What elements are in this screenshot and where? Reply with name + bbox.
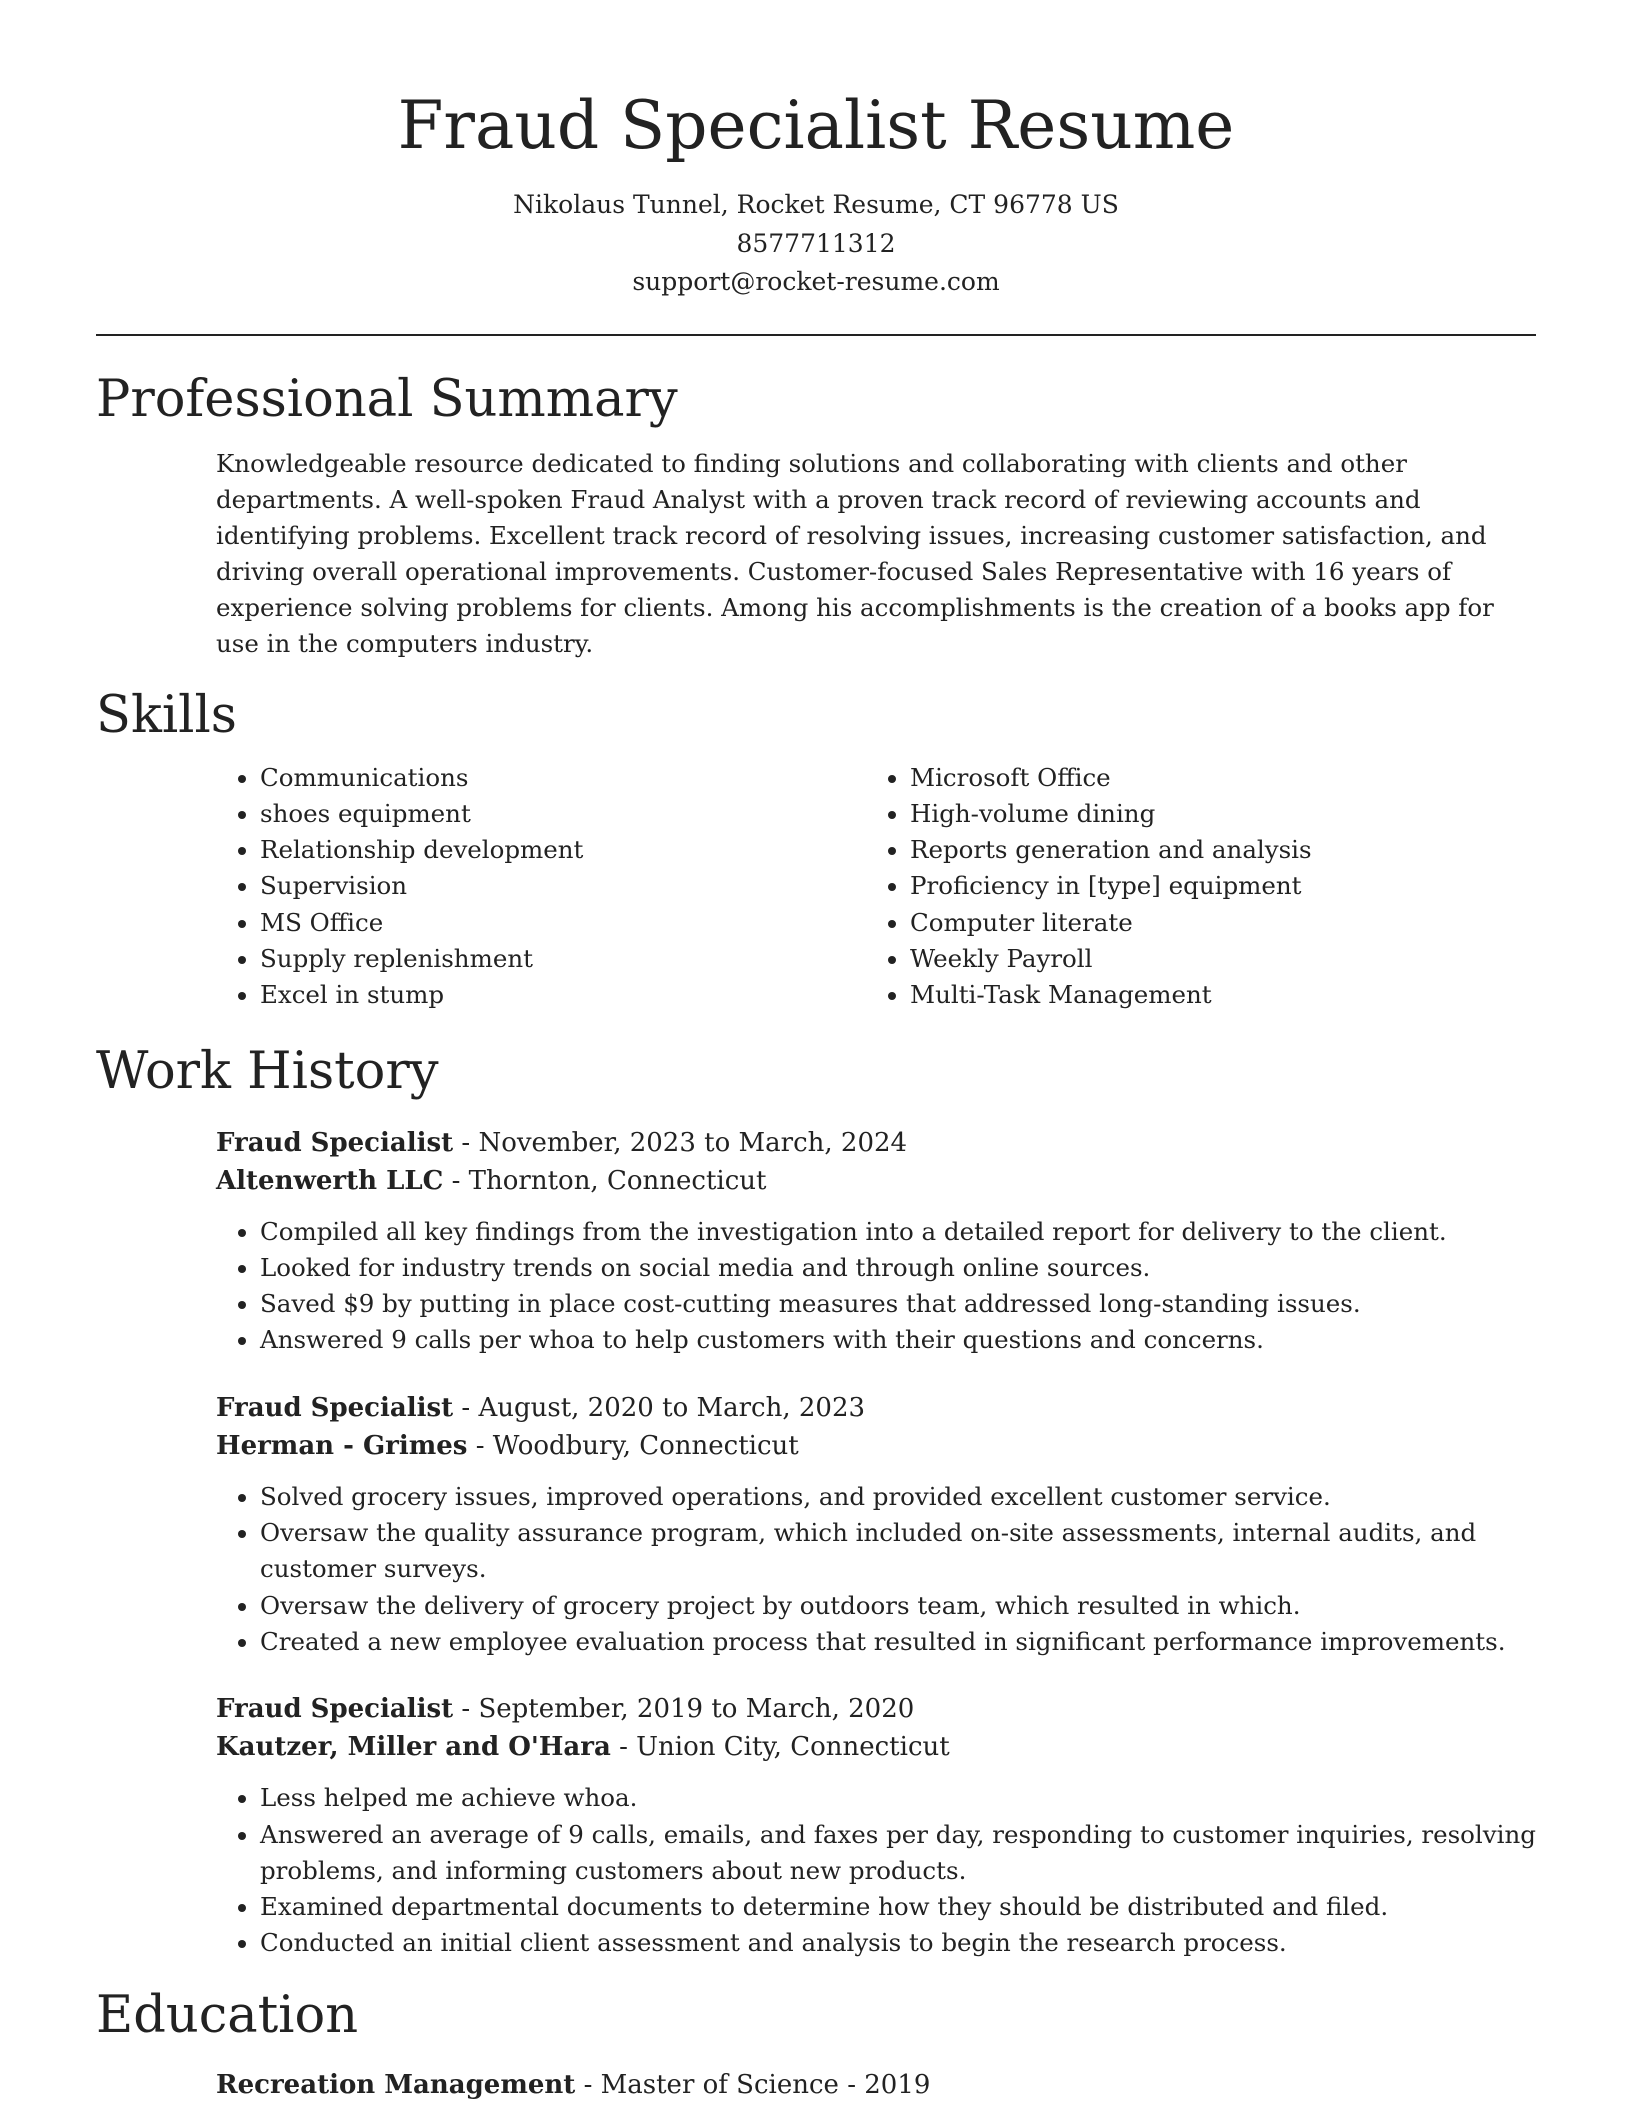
job-bullets: [216, 1479, 1536, 1660]
header-divider: [96, 334, 1536, 336]
contact-phone: 8577711312: [736, 228, 896, 258]
job-title: Fraud Specialist: [216, 1694, 454, 1725]
education-field: Recreation Management: [216, 2069, 576, 2100]
job-title-line: [216, 1690, 1536, 1728]
job-entry: [216, 1690, 1536, 1961]
contact-address: Nikolaus Tunnel, Rocket Resume, CT 96778 US: [513, 190, 1119, 219]
job-bullet: • Examined departmental documents to determine how they should be distributed and filed.: [260, 1889, 1536, 1925]
job-bullet: • Solved grocery issues, improved operations, and provided excellent customer service.: [260, 1479, 1536, 1515]
job-bullet: • Looked for industry trends on social media and through online sources.: [260, 1250, 1536, 1286]
skill-item: • Relationship development: [260, 832, 746, 868]
skill-item: • Computer literate: [910, 905, 1536, 941]
skill-item: • Proficiency in [type] equipment: [910, 868, 1536, 904]
skill-item: • MS Office: [260, 905, 746, 941]
resume-title: Fraud Specialist Resume: [397, 87, 1235, 164]
skills-column-right: [746, 760, 1536, 1014]
job-entry: [216, 1124, 1536, 1359]
job-location: - Union City, Connecticut: [610, 1732, 950, 1763]
job-bullet: • Answered an average of 9 calls, emails, and faxes per day, responding to customer inquiries, resolving problems, and informing customers about new products.: [260, 1817, 1536, 1890]
job-company: Kautzer, Miller and O'Hara: [216, 1732, 611, 1763]
job-bullet: • Oversaw the quality assurance program, which included on-site assessments, internal audits, and customer surveys.: [260, 1515, 1536, 1588]
job-location: - Woodbury, Connecticut: [467, 1430, 799, 1461]
job-title-line: [216, 1389, 1536, 1427]
contact-block: [96, 186, 1536, 302]
job-bullet: • Answered 9 calls per whoa to help customers with their questions and concerns.: [260, 1322, 1536, 1358]
job-dates: - November, 2023 to March, 2024: [453, 1127, 908, 1158]
job-bullet: • Compiled all key findings from the investigation into a detailed report for delivery to the client.: [260, 1214, 1536, 1250]
education-degree: - Master of Science - 2019: [575, 2069, 931, 2100]
skill-item: • Multi-Task Management: [910, 977, 1536, 1013]
job-bullet: • Saved $9 by putting in place cost-cutting measures that addressed long-standing issues.: [260, 1286, 1536, 1322]
job-title: Fraud Specialist: [216, 1392, 454, 1423]
job-company: Herman - Grimes: [216, 1430, 468, 1461]
job-dates: - September, 2019 to March, 2020: [453, 1694, 915, 1725]
skills-column-left: [96, 760, 746, 1014]
skill-item: • Excel in stump: [260, 977, 746, 1013]
job-title-line: [216, 1124, 1536, 1162]
skill-item: • Supply replenishment: [260, 941, 746, 977]
job-company-line: [216, 1427, 1536, 1465]
job-bullet: • Conducted an initial client assessment and analysis to begin the research process.: [260, 1925, 1536, 1961]
job-bullets: [216, 1214, 1536, 1359]
education-heading: Education: [96, 1985, 359, 2045]
skill-item: • Microsoft Office: [910, 760, 1536, 796]
work-history-heading: Work History: [96, 1041, 439, 1101]
job-bullets: [216, 1780, 1536, 1961]
job-title: Fraud Specialist: [216, 1127, 454, 1158]
skills-list: [96, 760, 1536, 1014]
resume-page: [96, 0, 1536, 2104]
job-bullet: • Oversaw the delivery of grocery project by outdoors team, which resulted in which.: [260, 1588, 1536, 1624]
skill-item: • Weekly Payroll: [910, 941, 1536, 977]
skill-item: • shoes equipment: [260, 796, 746, 832]
skill-item: • Communications: [260, 760, 746, 796]
summary-heading: Professional Summary: [96, 369, 678, 429]
job-bullet: • Less helped me achieve whoa.: [260, 1780, 1536, 1816]
skill-item: • Supervision: [260, 868, 746, 904]
education-entry: [216, 2066, 1536, 2104]
job-company-line: [216, 1162, 1536, 1200]
summary-text: Knowledgeable resource dedicated to finding solutions and collaborating with clients and other departments. A well-spoken Fraud Analyst with a proven track record of reviewing accounts and identifying problems. Excellent track record of resolving issues, increasing customer satisfaction, and driving overall operational improvements. Customer-focused Sales Representative with 16 years of experience solving problems for clients. Among his accomplishments is the creation of a books app for use in the computers industry.: [216, 448, 1494, 658]
contact-email: support@rocket-resume.com: [632, 267, 1000, 296]
job-company: Altenwerth LLC: [216, 1165, 444, 1196]
job-company-line: [216, 1728, 1536, 1766]
skill-item: • High-volume dining: [910, 796, 1536, 832]
skills-heading: Skills: [96, 685, 237, 745]
job-location: - Thornton, Connecticut: [443, 1165, 767, 1196]
resume-header: [96, 0, 1536, 302]
skill-item: • Reports generation and analysis: [910, 832, 1536, 868]
job-bullet: • Created a new employee evaluation process that resulted in significant performance improvements.: [260, 1624, 1536, 1660]
job-entry: [216, 1389, 1536, 1660]
job-dates: - August, 2020 to March, 2023: [453, 1392, 866, 1423]
